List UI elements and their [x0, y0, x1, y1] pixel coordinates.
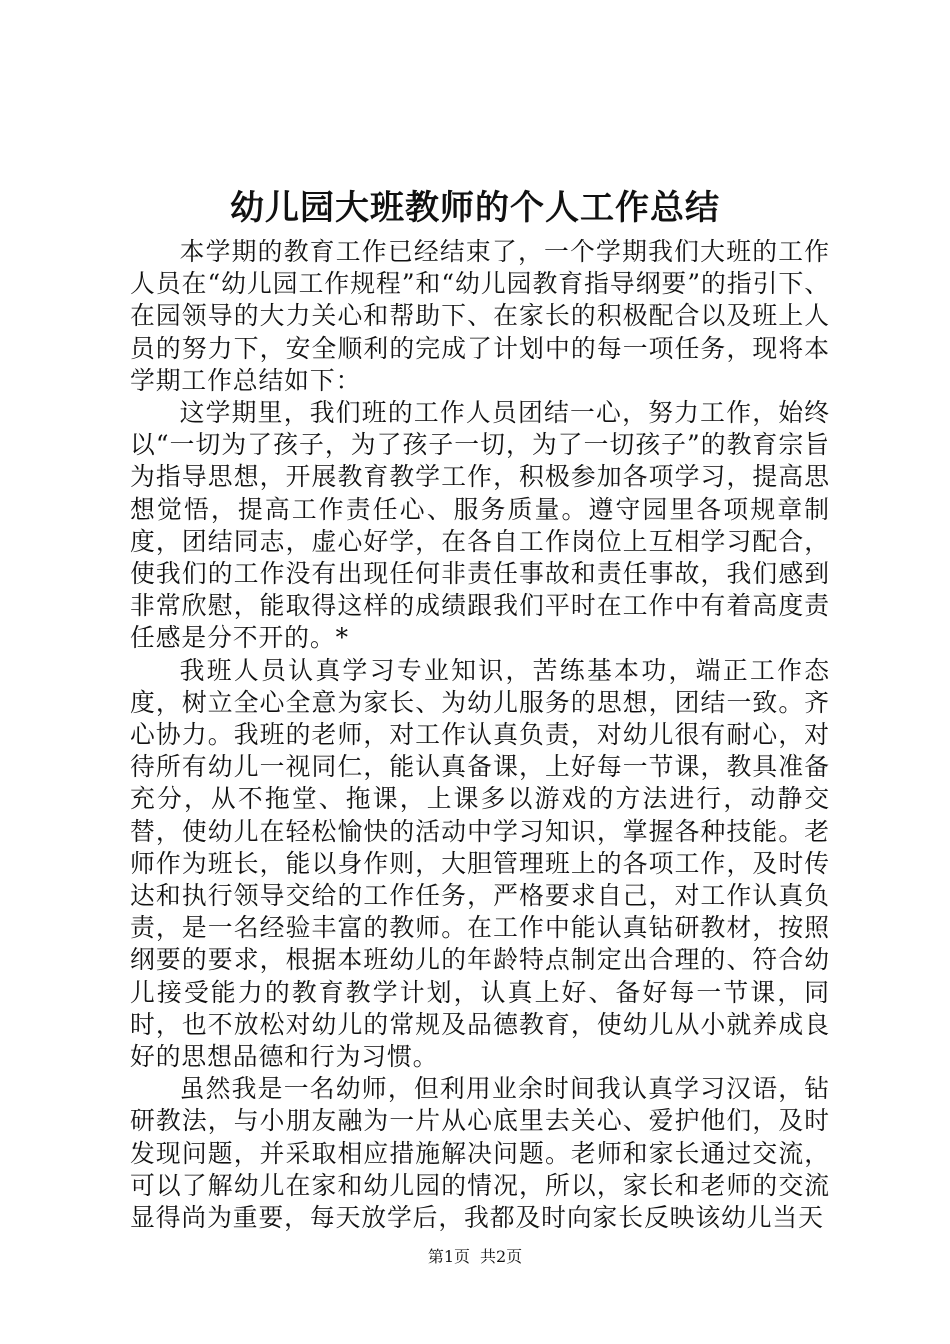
paragraph-4: 虽然我是一名幼师，但利用业余时间我认真学习汉语，钻研教法，与小朋友融为一片从心底里去关心、爱护他们，及时发现问题，并采取相应措施解决问题。老师和家长通过交流，可以了解幼儿在家和幼儿园的情况，所以，家长和老师的交流显得尚为重要，每天放学后，我都及时向家长反映该幼儿当天: [130, 1074, 830, 1233]
document-body: [130, 236, 830, 1234]
page-number-total: 共2页: [480, 1247, 523, 1266]
paragraph-3: 我班人员认真学习专业知识，苦练基本功，端正工作态度，树立全心全意为家长、为幼儿服务的思想，团结一致。齐心协力。我班的老师，对工作认真负责，对幼儿很有耐心，对待所有幼儿一视同仁，能认真备课，上好每一节课，教具准备充分，从不拖堂、拖课，上课多以游戏的方法进行，动静交替，使幼儿在轻松愉快的活动中学习知识，掌握各种技能。老师作为班长，能以身作则，大胆管理班上的各项工作，及时传达和执行领导交给的工作任务，严格要求自己，对工作认真负责，是一名经验丰富的教师。在工作中能认真钻研教材，按照纲要的要求，根据本班幼儿的年龄特点制定出合理的、符合幼儿接受能力的教育教学计划，认真上好、备好每一节课，同时，也不放松对幼儿的常规及品德教育，使幼儿从小就养成良好的思想品德和行为习惯。: [130, 655, 830, 1072]
paragraph-2: 这学期里，我们班的工作人员团结一心，努力工作，始终以“一切为了孩子，为了孩子一切，为了一切孩子”的教育宗旨为指导思想，开展教育教学工作，积极参加各项学习，提高思想觉悟，提高工作责任心、服务质量。遵守园里各项规章制度，团结同志，虚心好学，在各自工作岗位上互相学习配合，使我们的工作没有出现任何非责任事故和责任事故，我们感到非常欣慰，能取得这样的成绩跟我们平时在工作中有着高度责任感是分不开的。*: [130, 398, 830, 653]
paragraph-1: 本学期的教育工作已经结束了，一个学期我们大班的工作人员在“幼儿园工作规程”和“幼儿园教育指导纲要”的指引下、在园领导的大力关心和帮助下、在家长的积极配合以及班上人员的努力下，安全顺利的完成了计划中的每一项任务，现将本学期工作总结如下：: [130, 237, 830, 395]
page-footer: [0, 1246, 950, 1268]
page-number-current: 第1页: [427, 1247, 470, 1266]
document-title: 幼儿园大班教师的个人工作总结: [230, 188, 720, 228]
